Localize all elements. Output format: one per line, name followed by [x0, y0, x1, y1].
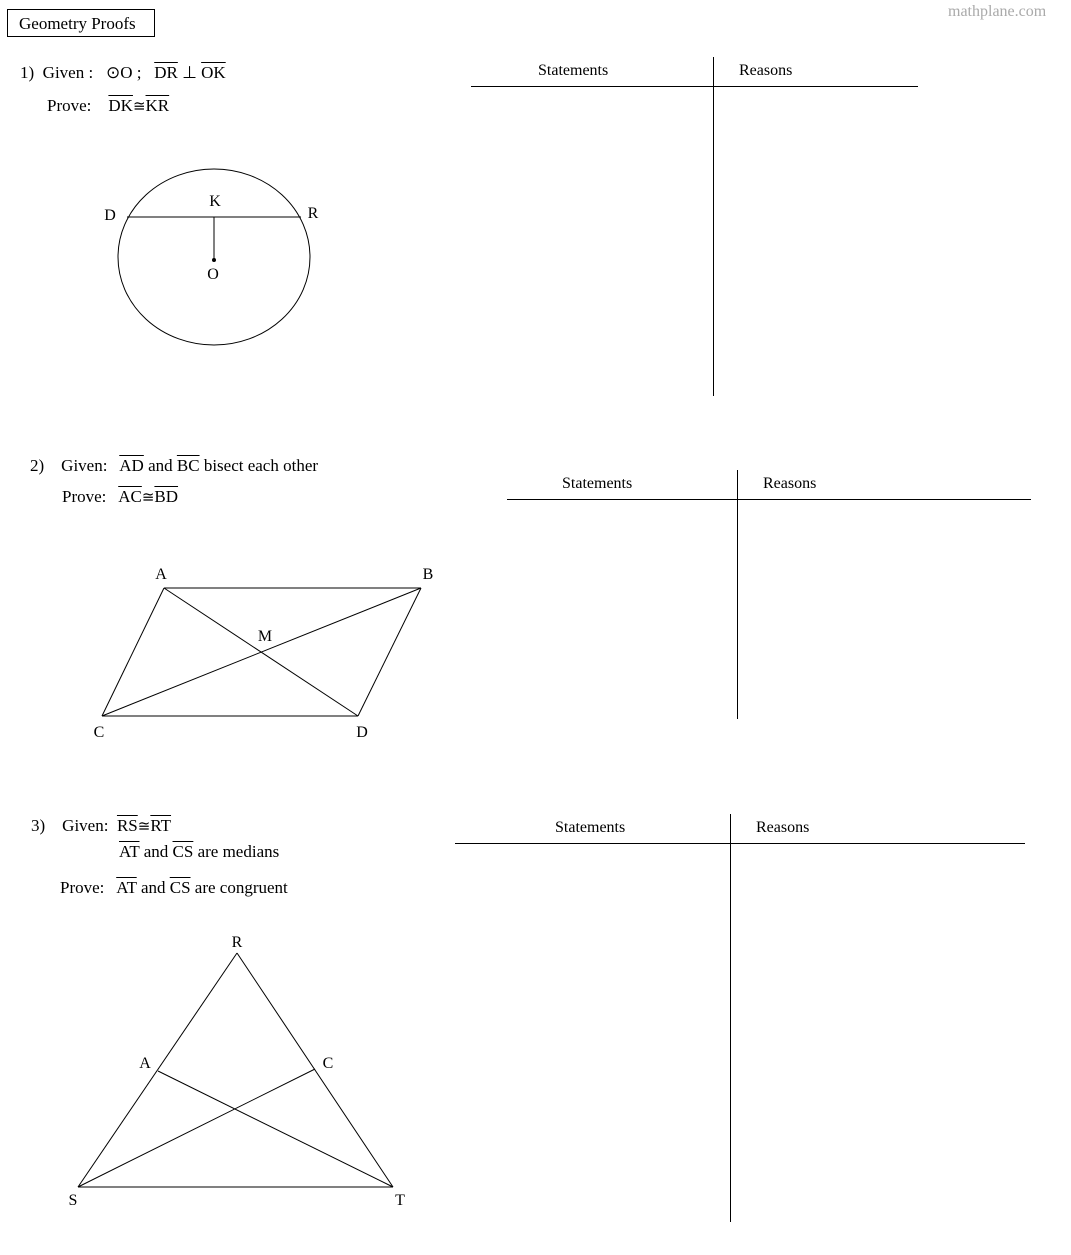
label-M: M — [257, 628, 273, 645]
segment-BD — [358, 588, 421, 716]
label-O: O — [207, 266, 219, 283]
segment: $\overline{BD}$ — [154, 487, 179, 506]
given-label: Given: — [62, 816, 109, 835]
text: and — [143, 842, 169, 861]
given-label: Given : — [42, 63, 94, 82]
segment: $\overline{AC}$ — [118, 487, 142, 506]
segment-BC — [102, 588, 421, 716]
prove-label: Prove: — [62, 487, 107, 506]
label-A: A — [155, 566, 167, 583]
label-C: C — [322, 1055, 334, 1072]
label-K: K — [209, 193, 221, 210]
label-R: R — [307, 205, 319, 222]
given-label: Given: — [61, 456, 108, 475]
segment-RT — [237, 953, 393, 1187]
label-T: T — [395, 1192, 405, 1209]
congruent-symbol: ≅ — [132, 99, 146, 115]
problem-number: 2) — [30, 456, 45, 475]
label-A: A — [139, 1055, 151, 1072]
perpendicular-symbol: ⊥ — [182, 63, 197, 82]
segment: $\overline{RT}$ — [150, 816, 172, 835]
table-3-reasons-header: Reasons — [756, 819, 810, 836]
segment: $\overline{CS}$ — [169, 878, 191, 897]
segment: $\overline{AT}$ — [116, 878, 137, 897]
text: and — [140, 878, 166, 897]
text: are congruent — [194, 878, 288, 897]
segment-AC — [102, 588, 164, 716]
segment: $\overline{OK}$ — [201, 63, 226, 82]
segment: $\overline{AT}$ — [119, 842, 140, 861]
segment-CS — [78, 1069, 315, 1187]
label-C: C — [93, 724, 105, 741]
segment: $\overline{BC}$ — [176, 456, 200, 475]
segment: $\overline{DK}$ — [108, 96, 133, 115]
prove-label: Prove: — [47, 96, 92, 115]
table-1-statements-header: Statements — [538, 62, 609, 79]
table-1-reasons-header: Reasons — [739, 62, 793, 79]
segment: $\overline{KR}$ — [145, 96, 170, 115]
table-2-reasons-header: Reasons — [763, 475, 817, 492]
segment: $\overline{CS}$ — [172, 842, 194, 861]
text: bisect each other — [203, 456, 319, 475]
problem-number: 3) — [31, 816, 46, 835]
text: and — [148, 456, 173, 475]
center-point-O — [212, 258, 216, 262]
worksheet-title: Geometry Proofs — [7, 9, 155, 37]
table-2-statements-header: Statements — [562, 475, 633, 492]
segment: $\overline{AD}$ — [119, 456, 144, 475]
label-R: R — [231, 934, 243, 951]
table-3-statements-header: Statements — [555, 819, 626, 836]
segment: $\overline{RS}$ — [116, 816, 138, 835]
text: are medians — [197, 842, 280, 861]
label-D: D — [104, 207, 116, 224]
watermark: mathplane.com — [948, 3, 1047, 20]
prove-label: Prove: — [60, 878, 105, 897]
segment-RS — [78, 953, 237, 1187]
segment: $\overline{DR}$ — [154, 63, 178, 82]
label-S: S — [68, 1192, 78, 1209]
problem-number: 1) — [20, 63, 35, 82]
congruent-symbol: ≅ — [137, 819, 151, 835]
label-D: D — [356, 724, 368, 741]
circle-symbol: ⊙O ; — [105, 63, 142, 82]
label-B: B — [422, 566, 434, 583]
congruent-symbol: ≅ — [141, 490, 155, 506]
